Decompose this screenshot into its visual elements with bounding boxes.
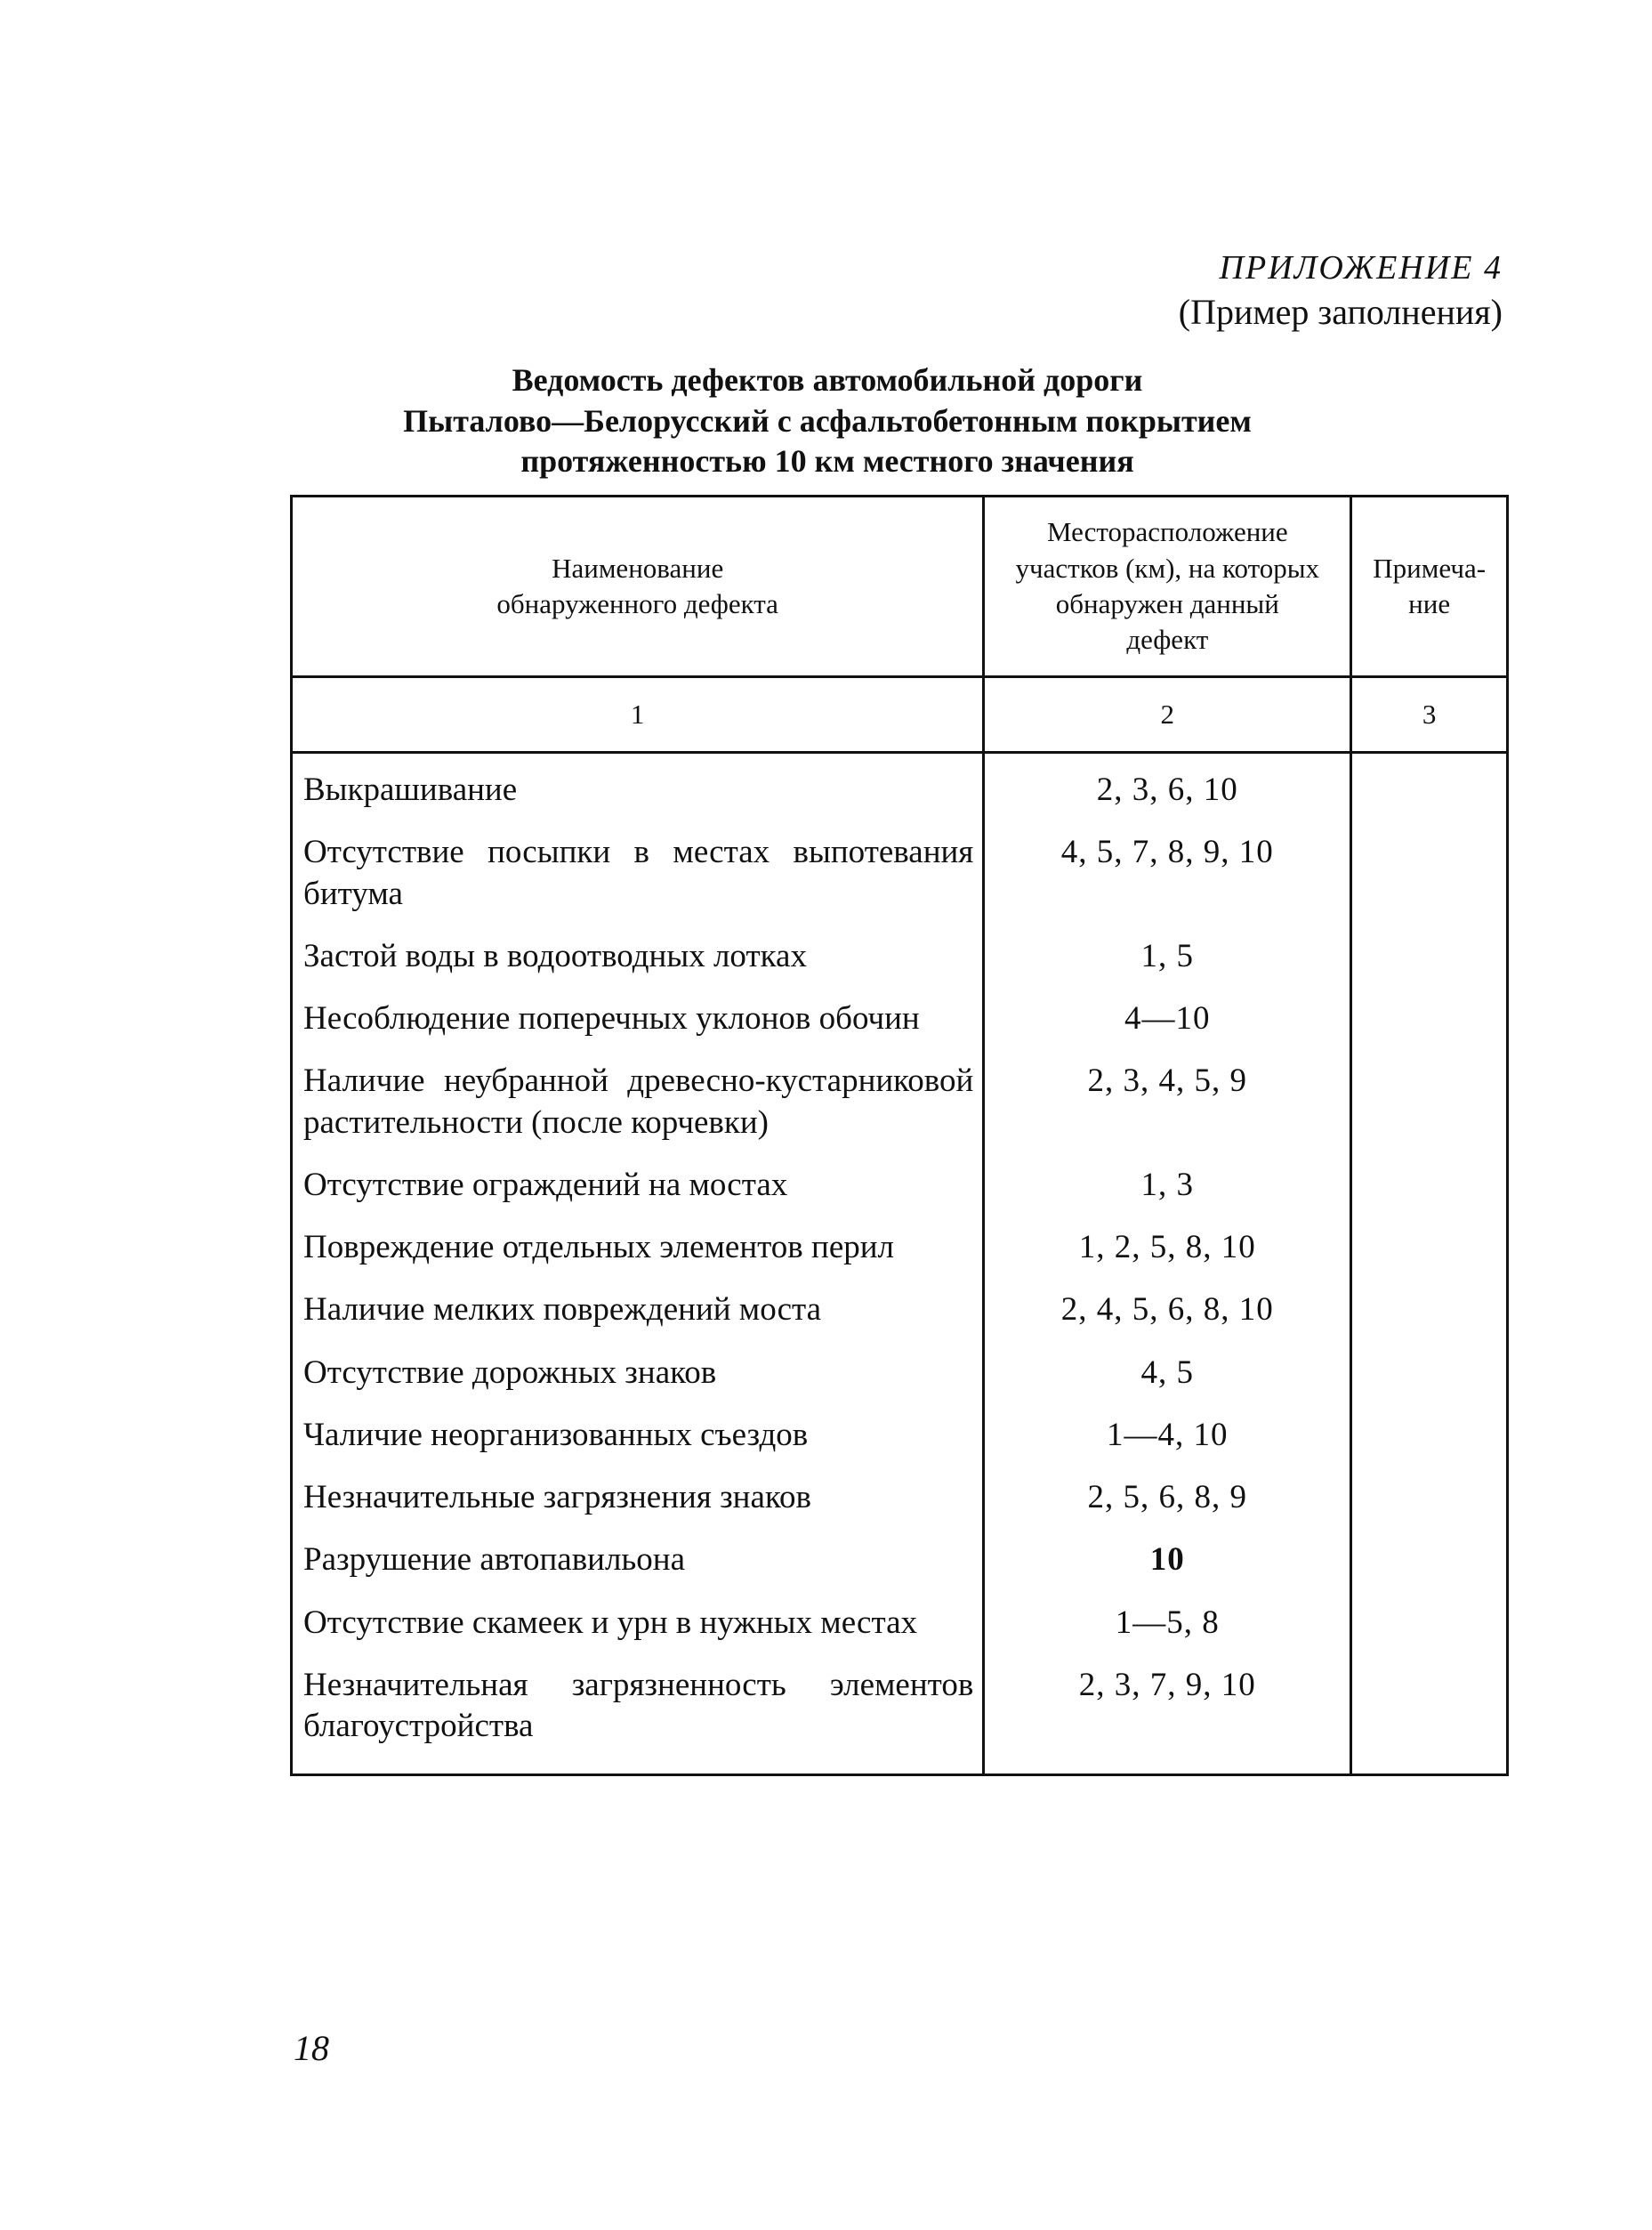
defect-name: Наличие неубранной древесно-кустарниковой растительности (после корчевки)	[292, 1050, 984, 1154]
defect-note	[1351, 1279, 1508, 1341]
defect-location: 2, 3, 6, 10	[984, 753, 1351, 822]
defect-note	[1351, 1216, 1508, 1279]
defect-name: Несоблюдение поперечных уклонов обочин	[292, 988, 984, 1050]
table-row	[292, 1216, 1508, 1279]
defect-note	[1351, 988, 1508, 1050]
defect-location: 4, 5, 7, 8, 9, 10	[984, 821, 1351, 925]
defect-name: Незначительная загрязненность элементов благоустройства	[292, 1654, 984, 1775]
column-number-3: 3	[1351, 677, 1508, 753]
defect-name: Чаличие неорганизованных съездов	[292, 1404, 984, 1466]
defect-note	[1351, 1154, 1508, 1216]
table-row	[292, 1279, 1508, 1341]
defect-note	[1351, 1466, 1508, 1529]
page-number: 18	[294, 2028, 329, 2068]
column-number-2: 2	[984, 677, 1351, 753]
defect-note	[1351, 821, 1508, 925]
defect-note	[1351, 1404, 1508, 1466]
defect-name: Повреждение отдельных элементов перил	[292, 1216, 984, 1279]
table-row	[292, 821, 1508, 925]
defect-location: 4—10	[984, 988, 1351, 1050]
defect-name: Отсутствие ограждений на мостах	[292, 1154, 984, 1216]
defect-location: 2, 4, 5, 6, 8, 10	[984, 1279, 1351, 1341]
defect-name: Наличие мелких повреждений моста	[292, 1279, 984, 1341]
defect-note	[1351, 1342, 1508, 1404]
defect-name: Застой воды в водоотводных лотках	[292, 925, 984, 988]
defect-note	[1351, 753, 1508, 822]
table-row	[292, 1154, 1508, 1216]
table-row	[292, 925, 1508, 988]
appendix-label: ПРИЛОЖЕНИЕ 4	[1219, 249, 1503, 287]
defect-location: 1—4, 10	[984, 1404, 1351, 1466]
defect-location: 1, 2, 5, 8, 10	[984, 1216, 1351, 1279]
defect-location: 10	[984, 1529, 1351, 1591]
defect-note	[1351, 1654, 1508, 1775]
defect-location: 2, 5, 6, 8, 9	[984, 1466, 1351, 1529]
defect-name: Отсутствие дорожных знаков	[292, 1342, 984, 1404]
header-defect-name: Наименование обнаруженного дефекта	[292, 497, 984, 677]
defect-name: Незначительные загрязнения знаков	[292, 1466, 984, 1529]
defect-location: 2, 3, 4, 5, 9	[984, 1050, 1351, 1154]
defect-name: Отсутствие посыпки в местах выпотевания битума	[292, 821, 984, 925]
defects-table	[290, 495, 1509, 1776]
defect-name: Выкрашивание	[292, 753, 984, 822]
table-row	[292, 1466, 1508, 1529]
defect-note	[1351, 925, 1508, 988]
table-row	[292, 988, 1508, 1050]
table-row	[292, 1592, 1508, 1654]
header-location: Месторасположение участков (км), на которых обнаружен данный дефект	[984, 497, 1351, 677]
column-number-row	[292, 677, 1508, 753]
header-note: Примеча- ние	[1351, 497, 1508, 677]
column-number-1: 1	[292, 677, 984, 753]
defect-note	[1351, 1050, 1508, 1154]
defect-location: 1, 5	[984, 925, 1351, 988]
defect-name: Отсутствие скамеек и урн в нужных местах	[292, 1592, 984, 1654]
appendix-note: (Пример заполнения)	[1178, 291, 1503, 332]
table-row	[292, 1342, 1508, 1404]
defect-note	[1351, 1529, 1508, 1591]
defect-name: Разрушение автопавильона	[292, 1529, 984, 1591]
table-row	[292, 1050, 1508, 1154]
title-line-1: Ведомость дефектов автомобильной дороги	[512, 362, 1143, 398]
defect-location: 1, 3	[984, 1154, 1351, 1216]
title-line-3: протяженностью 10 км местного значения	[520, 443, 1134, 480]
defects-table-body	[292, 753, 1508, 1775]
table-row	[292, 1529, 1508, 1591]
appendix-block	[1179, 247, 1503, 335]
defect-location: 4, 5	[984, 1342, 1351, 1404]
table-row	[292, 1654, 1508, 1775]
header-row	[292, 497, 1508, 677]
table-row	[292, 1404, 1508, 1466]
document-title	[294, 360, 1361, 482]
title-line-2: Пыталово—Белорусский с асфальтобетонным покрытием	[403, 402, 1252, 439]
table-row	[292, 753, 1508, 822]
defect-location: 2, 3, 7, 9, 10	[984, 1654, 1351, 1775]
defect-note	[1351, 1592, 1508, 1654]
defect-location: 1—5, 8	[984, 1592, 1351, 1654]
